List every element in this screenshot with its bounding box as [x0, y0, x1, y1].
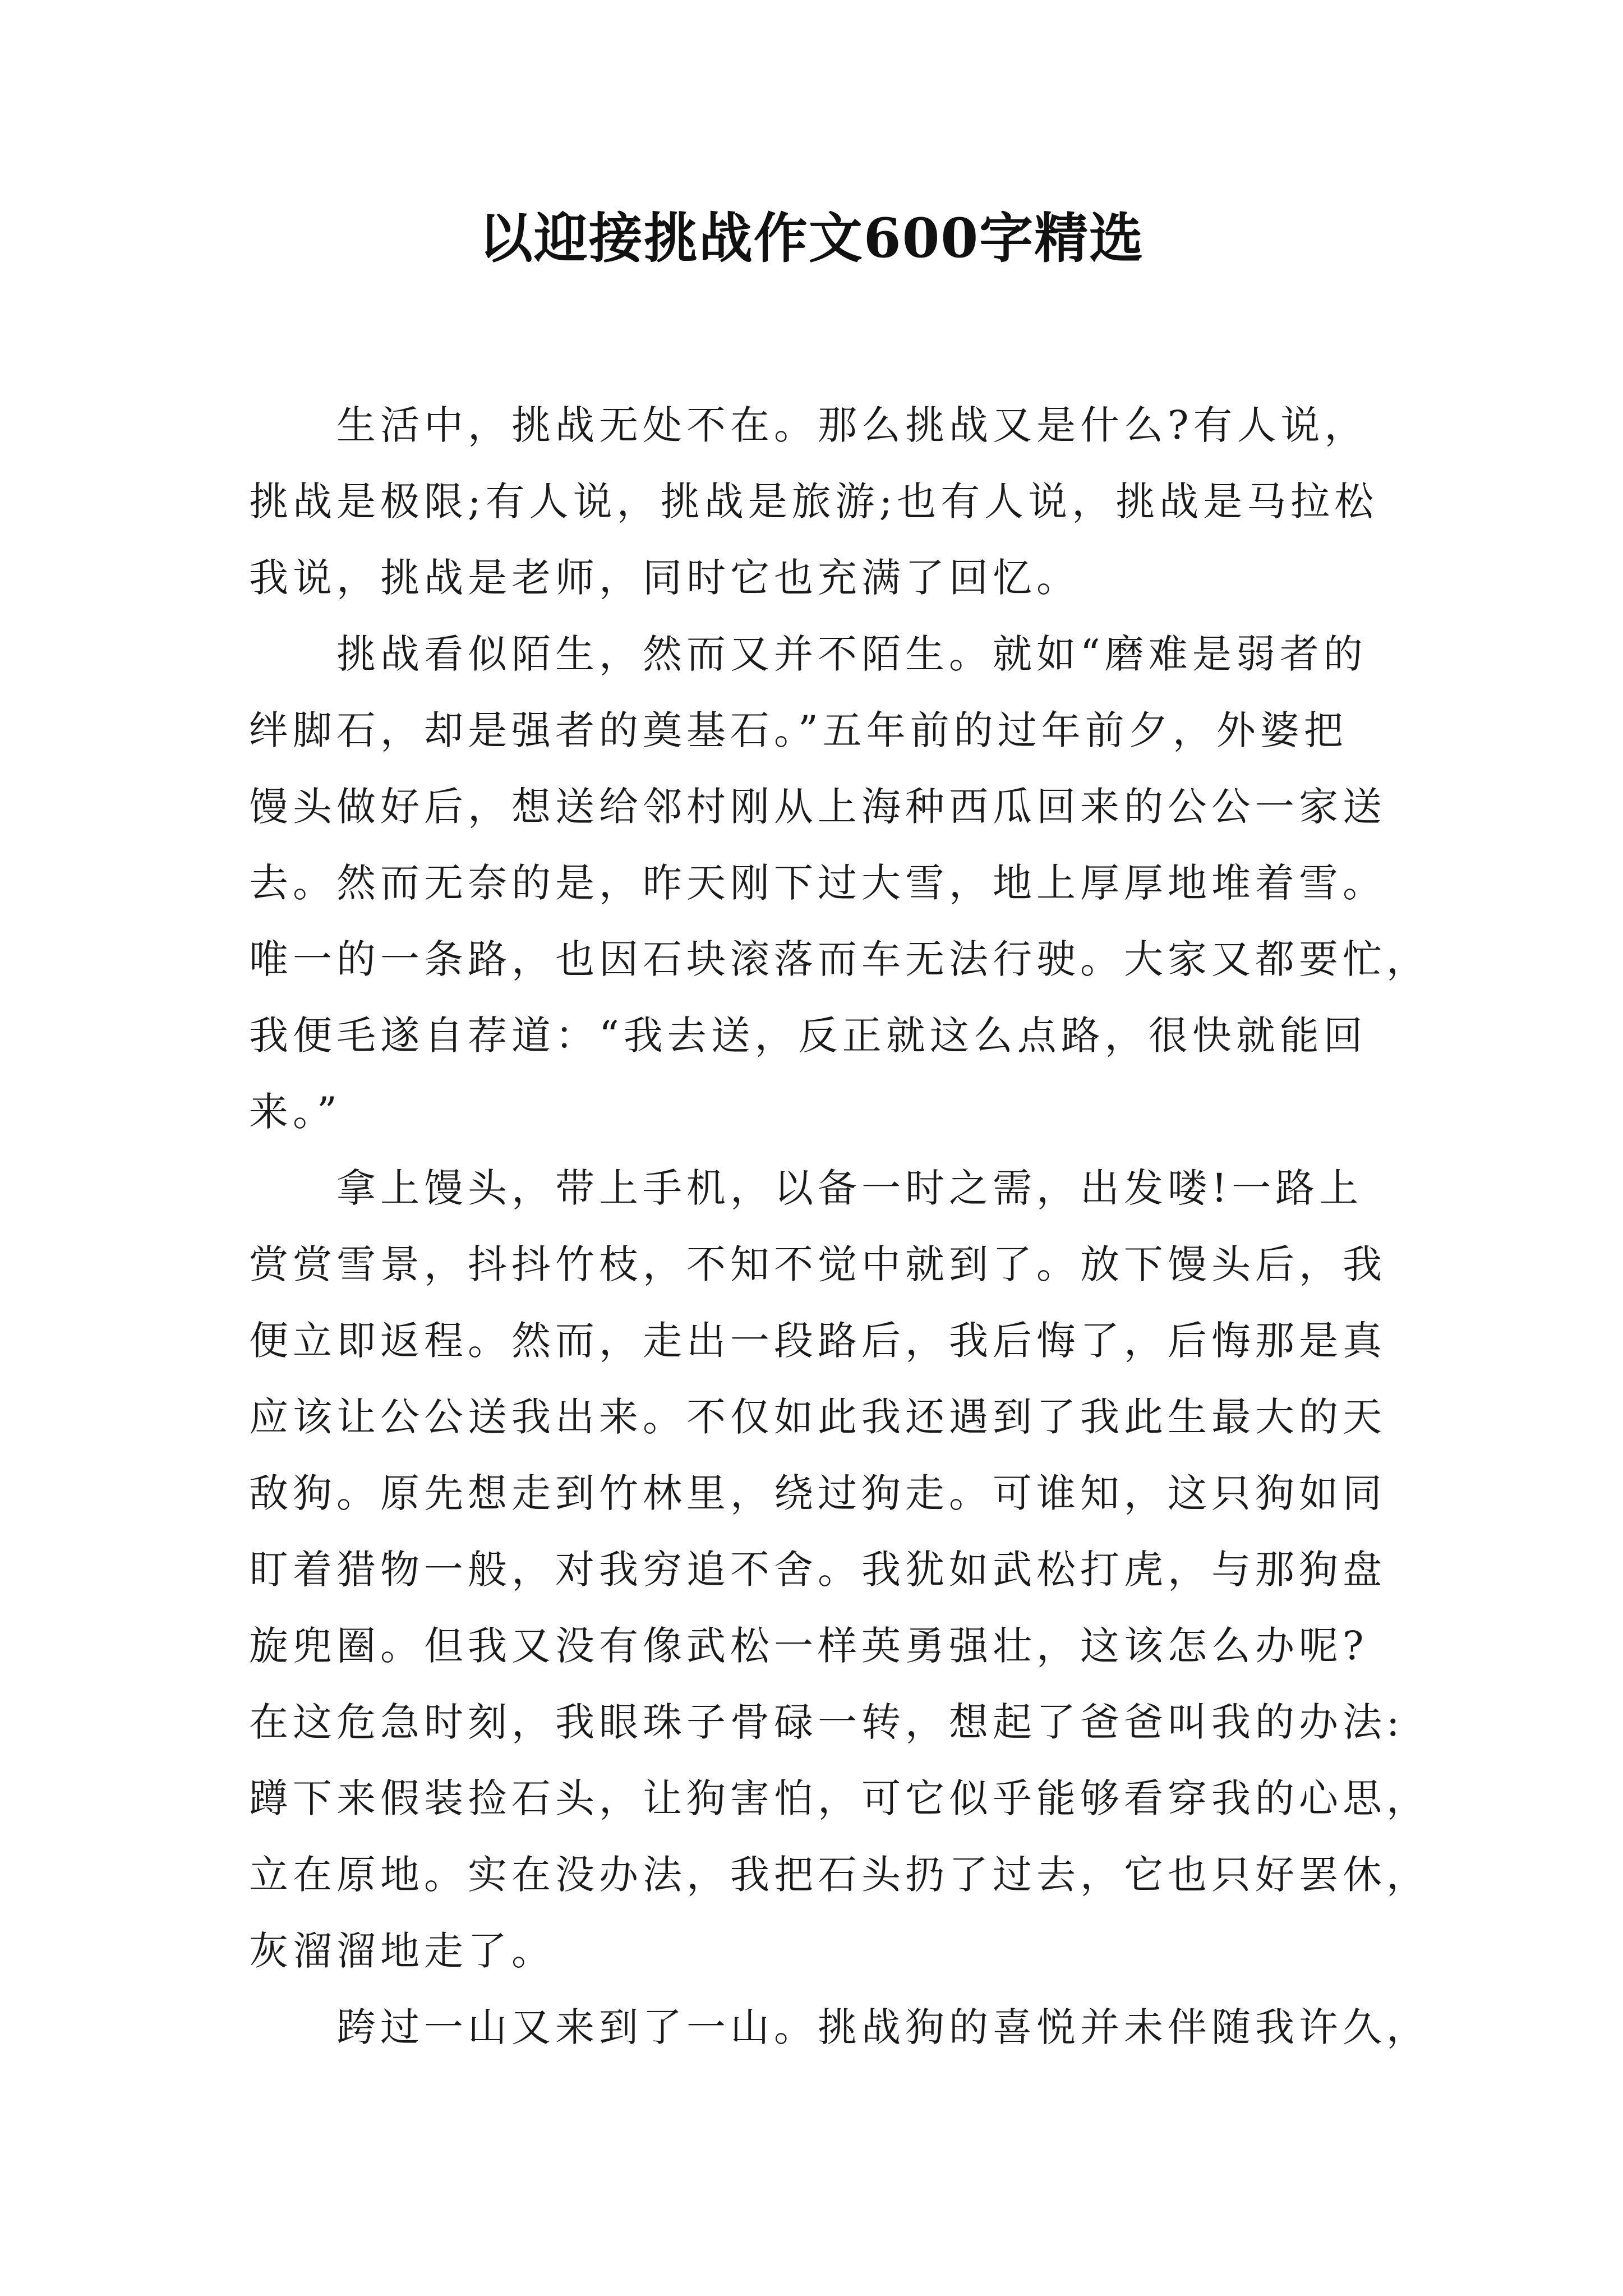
text-line: 挑战是极限;有人说，挑战是旅游;也有人说，挑战是马拉松: [249, 478, 1378, 524]
paragraph: [249, 387, 1393, 616]
text-line: 旋兜圈。但我又没有像武松一样英勇强壮，这该怎么办呢?: [249, 1623, 1368, 1669]
paragraph: [249, 1150, 1430, 1989]
text-line: 馒头做好后，想送给邻村刚从上海种西瓜回来的公公一家送: [249, 784, 1386, 830]
text-line: 来。”: [249, 1089, 342, 1135]
paragraph: [249, 1989, 1430, 2065]
text-line: 拿上馒头，带上手机，以备一时之需，出发喽!一路上: [336, 1165, 1363, 1211]
text-line: 绊脚石，却是强者的奠基石。”五年前的过年前夕，外婆把: [249, 707, 1348, 753]
text-line: 跨过一山又来到了一山。挑战狗的喜悦并未伴随我许久，: [336, 2004, 1430, 2050]
text-line: 便立即返程。然而，走出一段路后，我后悔了，后悔那是真: [249, 1318, 1386, 1364]
document-body: [249, 387, 1430, 2065]
text-line: 敌狗。原先想走到竹林里，绕过狗走。可谁知，这只狗如同: [249, 1470, 1386, 1516]
paragraph: [249, 616, 1430, 1150]
text-line: 盯着猎物一般，对我穷追不舍。我犹如武松打虎，与那狗盘: [249, 1547, 1386, 1593]
text-line: 我说，挑战是老师，同时它也充满了回忆。: [249, 555, 1080, 601]
text-line: 我便毛遂自荐道：“我去送，反正就这么点路，很快就能回: [249, 1013, 1367, 1059]
text-line: 应该让公公送我出来。不仅如此我还遇到了我此生最大的天: [249, 1394, 1386, 1440]
text-line: 唯一的一条路，也因石块滚落而车无法行驶。大家又都要忙，: [249, 936, 1430, 982]
document-title: 以迎接挑战作文600字精选: [478, 206, 1145, 270]
text-line: 蹲下来假装捡石头，让狗害怕，可它似乎能够看穿我的心思，: [249, 1775, 1430, 1821]
text-line: 生活中，挑战无处不在。那么挑战又是什么?有人说，: [336, 402, 1368, 448]
text-line: 灰溜溜地走了。: [249, 1928, 555, 1974]
text-line: 去。然而无奈的是，昨天刚下过大雪，地上厚厚地堆着雪。: [249, 860, 1386, 906]
text-line: 赏赏雪景，抖抖竹枝，不知不觉中就到了。放下馒头后，我: [249, 1241, 1386, 1287]
text-line: 挑战看似陌生，然而又并不陌生。就如“磨难是弱者的: [336, 631, 1367, 677]
text-line: 立在原地。实在没办法，我把石头扔了过去，它也只好罢休，: [249, 1852, 1430, 1898]
text-line: 在这危急时刻，我眼珠子骨碌一转，想起了爸爸叫我的办法:: [249, 1699, 1404, 1745]
